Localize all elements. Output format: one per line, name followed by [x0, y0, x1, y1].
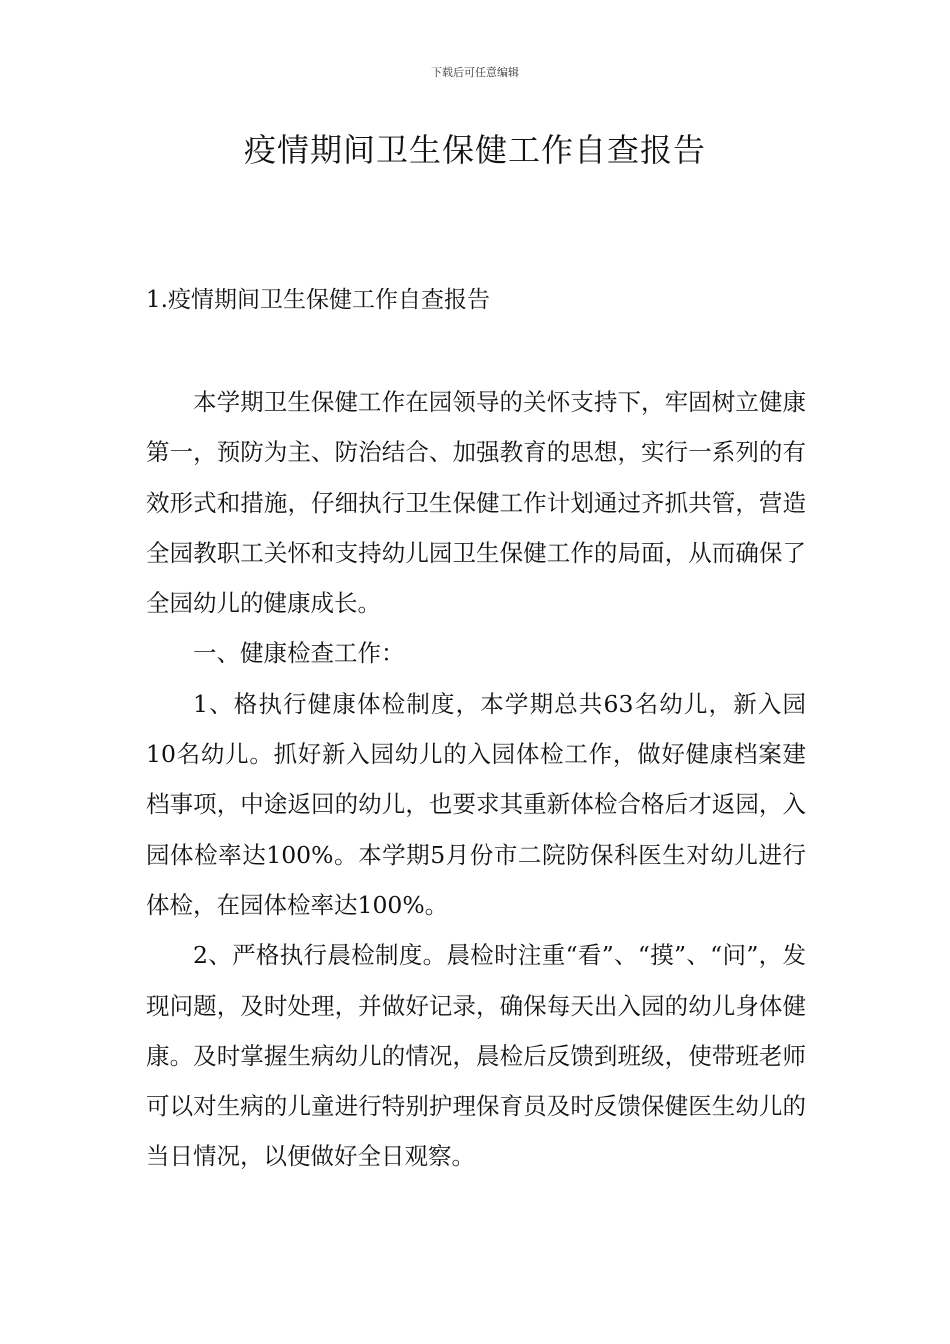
header-note: 下载后可任意编辑 — [431, 66, 519, 79]
paragraph-item-2: 2、严格执行晨检制度。晨检时注重“看”、“摸”、“问”，发现问题，及时处理，并做好记录，确保每天出入园的幼儿身体健康。及时掌握生病幼儿的情况，晨检后反馈到班级，使带班老师可以对生病的儿童进行特别护理保育员及时反馈保健医生幼儿的当日情况，以便做好全日观察。 — [146, 941, 806, 1171]
paragraph-item-1: 1、格执行健康体检制度，本学期总共63名幼儿，新入园10名幼儿。抓好新入园幼儿的入园体检工作，做好健康档案建档事项，中途返回的幼儿，也要求其重新体检合格后才返园，入园体检率达100%。本学期5月份市二院防保科医生对幼儿进行体检，在园体检率达100%。 — [146, 689, 806, 919]
paragraph-subheading-health-check: 一、健康检查工作： — [193, 639, 405, 668]
document-body — [146, 377, 806, 1182]
section-heading: 1.疫情期间卫生保健工作自查报告 — [146, 287, 490, 313]
paragraph-intro: 本学期卫生保健工作在园领导的关怀支持下，牢固树立健康第一，预防为主、防治结合、加强教育的思想，实行一系列的有效形式和措施，仔细执行卫生保健工作计划通过齐抓共管，营造全园教职工关怀和支持幼儿园卫生保健工作的局面，从而确保了全园幼儿的健康成长。 — [146, 388, 806, 618]
document-title: 疫情期间卫生保健工作自查报告 — [243, 131, 706, 169]
